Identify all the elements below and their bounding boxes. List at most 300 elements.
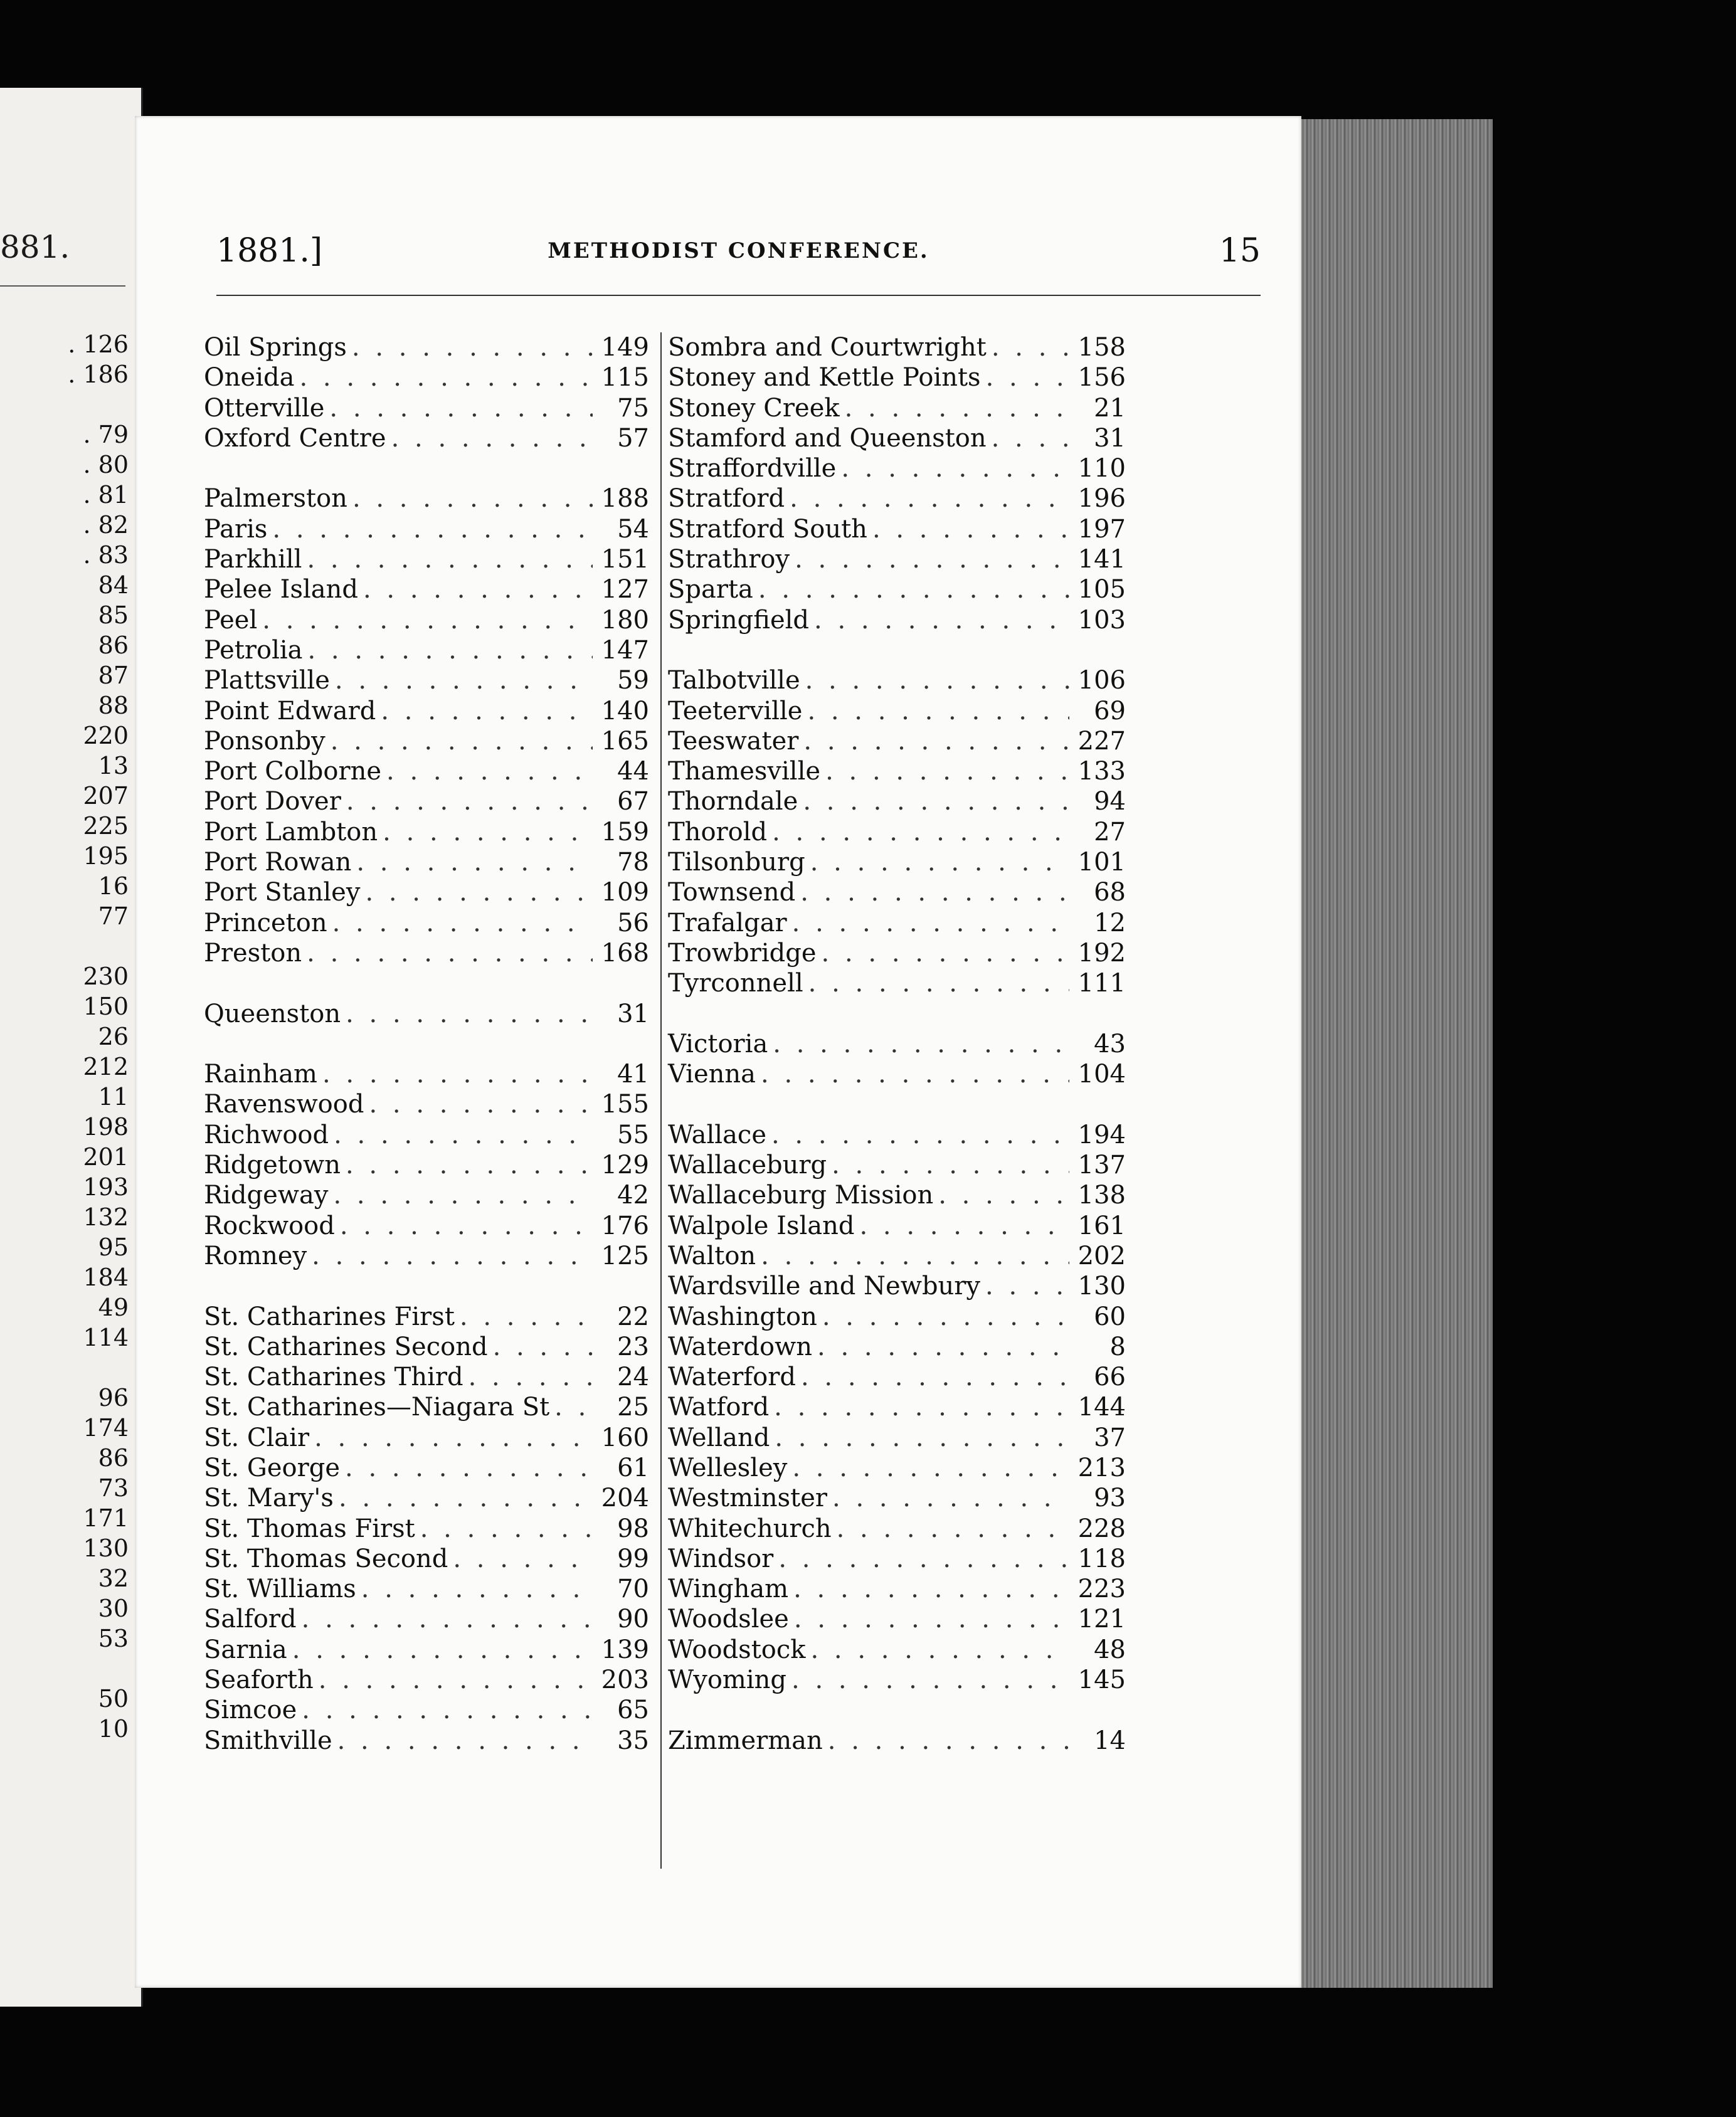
left-page-number: 84	[98, 571, 129, 599]
index-entry	[668, 1574, 1126, 1604]
dot-leader	[322, 1059, 593, 1089]
dot-leader	[312, 1241, 593, 1271]
entry-name: Wellesley	[668, 1453, 788, 1482]
entry-name: Stratford	[668, 484, 785, 514]
left-page-fragment	[0, 88, 143, 2007]
dot-leader	[262, 605, 593, 635]
dot-leader	[986, 362, 1069, 393]
left-page-number-list	[3, 329, 129, 1744]
entry-name: St. George	[204, 1453, 341, 1482]
left-page-number: 87	[98, 662, 129, 689]
left-page-number: 10	[98, 1715, 129, 1743]
dot-leader	[337, 1726, 593, 1756]
dot-leader	[800, 877, 1069, 907]
left-page-number: 11	[98, 1083, 129, 1111]
index-entry	[668, 1241, 1126, 1271]
entry-page-number: 144	[1077, 1393, 1126, 1422]
left-page-number: 193	[83, 1173, 129, 1201]
entry-name: Simcoe	[204, 1696, 297, 1725]
entry-name: Welland	[668, 1423, 770, 1452]
entry-name: Port Stanley	[204, 878, 361, 907]
dot-leader	[872, 514, 1069, 544]
entry-page-number: 99	[617, 1544, 649, 1573]
entry-page-number: 31	[1094, 423, 1126, 453]
left-page-number: 85	[98, 601, 129, 629]
section-gap	[668, 1089, 1126, 1119]
index-entry	[668, 1180, 1126, 1210]
entry-page-number: 60	[1094, 1302, 1126, 1331]
entry-page-number: 160	[601, 1423, 649, 1452]
left-page-number: 130	[83, 1534, 129, 1562]
dot-leader	[938, 1180, 1069, 1210]
running-header	[216, 232, 1261, 276]
dot-leader	[828, 1726, 1069, 1756]
index-entry	[204, 1423, 649, 1453]
left-page-number: 174	[83, 1414, 129, 1442]
dot-leader	[361, 1574, 593, 1604]
left-page-number: 195	[83, 842, 129, 870]
dot-leader	[792, 908, 1069, 938]
entry-page-number: 197	[1077, 514, 1126, 544]
entry-page-number: 90	[617, 1605, 649, 1634]
left-page-number: 150	[83, 993, 129, 1020]
entry-page-number: 94	[1094, 787, 1126, 816]
dot-leader	[859, 1211, 1069, 1241]
entry-page-number: 42	[617, 1181, 649, 1210]
index-entry	[668, 1302, 1126, 1332]
entry-page-number: 41	[617, 1060, 649, 1089]
entry-page-number: 125	[601, 1241, 649, 1270]
entry-name: Seaforth	[204, 1666, 314, 1695]
entry-page-number: 23	[617, 1332, 649, 1361]
dot-leader	[761, 1059, 1069, 1089]
dot-leader	[771, 1120, 1069, 1150]
dot-leader	[302, 1695, 593, 1725]
entry-page-number: 147	[601, 635, 649, 665]
section-gap	[204, 968, 649, 998]
dot-leader	[775, 1423, 1069, 1453]
entry-page-number: 44	[617, 757, 649, 786]
dot-leader	[381, 696, 593, 726]
entry-page-number: 56	[617, 908, 649, 937]
dot-leader	[345, 1453, 593, 1483]
entry-page-number: 188	[601, 484, 649, 514]
entry-page-number: 213	[1077, 1453, 1126, 1482]
left-page-rule	[0, 285, 125, 287]
dot-leader	[340, 1211, 593, 1241]
index-entry	[204, 877, 649, 907]
entry-page-number: 204	[601, 1484, 649, 1513]
entry-name: Trowbridge	[668, 938, 817, 968]
entry-name: Oneida	[204, 363, 295, 393]
index-column-right	[668, 332, 1126, 1756]
entry-name: Westminster	[668, 1484, 828, 1513]
entry-page-number: 31	[617, 999, 649, 1028]
dot-leader	[332, 908, 593, 938]
left-page-number: 30	[98, 1595, 129, 1622]
index-entry	[668, 817, 1126, 847]
entry-name: Ridgetown	[204, 1151, 341, 1180]
index-entry	[668, 574, 1126, 604]
entry-page-number: 161	[1077, 1211, 1126, 1240]
left-page-number: 201	[83, 1143, 129, 1171]
entry-name: St. Mary's	[204, 1484, 334, 1513]
dot-leader	[822, 938, 1069, 968]
dot-leader	[299, 362, 593, 393]
dot-leader	[346, 999, 593, 1029]
dot-leader	[453, 1544, 593, 1574]
left-page-number: . 82	[83, 511, 129, 539]
index-entry	[204, 332, 649, 362]
entry-page-number: 37	[1094, 1423, 1126, 1452]
index-entry	[668, 1120, 1126, 1150]
index-entry	[668, 393, 1126, 423]
index-entry	[668, 1362, 1126, 1392]
entry-name: Wyoming	[668, 1666, 787, 1695]
index-entry	[668, 1211, 1126, 1241]
entry-page-number: 130	[1077, 1272, 1126, 1301]
entry-name: Washington	[668, 1302, 817, 1331]
entry-name: Townsend	[668, 878, 796, 907]
index-entry	[668, 696, 1126, 726]
dot-leader	[307, 544, 593, 574]
index-entry	[204, 1180, 649, 1210]
entry-name: Stoney and Kettle Points	[668, 363, 981, 393]
entry-page-number: 48	[1094, 1635, 1126, 1664]
index-entry	[204, 1392, 649, 1422]
left-page-number: 86	[98, 1444, 129, 1472]
entry-page-number: 27	[1094, 817, 1126, 847]
index-entry	[668, 483, 1126, 514]
entry-name: Otterville	[204, 393, 325, 423]
entry-name: St. Catharines First	[204, 1302, 455, 1331]
dot-leader	[832, 1150, 1069, 1180]
index-entry	[204, 756, 649, 786]
entry-name: Whitechurch	[668, 1514, 832, 1543]
entry-name: Port Rowan	[204, 848, 352, 877]
left-page-number: 16	[98, 872, 129, 900]
index-entry	[204, 938, 649, 968]
dot-leader	[272, 514, 593, 544]
entry-page-number: 138	[1077, 1181, 1126, 1210]
index-entry	[204, 514, 649, 544]
entry-name: Smithville	[204, 1726, 332, 1755]
column-divider	[660, 332, 662, 1869]
left-page-number: 50	[98, 1685, 129, 1713]
entry-name: Trafalgar	[668, 908, 787, 937]
index-entry	[668, 1604, 1126, 1634]
left-page-number	[3, 1654, 129, 1684]
entry-page-number: 101	[1077, 848, 1126, 877]
dot-leader	[773, 1029, 1069, 1059]
dot-leader	[346, 786, 593, 816]
index-entry	[668, 1423, 1126, 1453]
dot-leader	[793, 1574, 1069, 1604]
entry-name: Straffordville	[668, 454, 837, 483]
index-entry	[204, 1635, 649, 1665]
index-entry	[668, 726, 1126, 756]
entry-page-number: 140	[601, 696, 649, 726]
entry-name: Parkhill	[204, 545, 302, 574]
dot-leader	[329, 393, 593, 423]
dot-leader	[554, 1392, 593, 1422]
entry-name: Sombra and Courtwright	[668, 333, 987, 362]
entry-page-number: 159	[601, 817, 649, 847]
left-page-number: 88	[98, 692, 129, 719]
entry-page-number: 121	[1077, 1605, 1126, 1634]
index-entry	[668, 1271, 1126, 1301]
entry-name: Tyrconnell	[668, 969, 803, 998]
entry-page-number: 165	[601, 726, 649, 756]
entry-name: Thorndale	[668, 787, 798, 816]
entry-name: Stratford South	[668, 514, 867, 544]
entry-page-number: 115	[601, 363, 649, 393]
left-page-number: . 80	[83, 451, 129, 478]
entry-page-number: 75	[617, 393, 649, 423]
index-entry	[204, 574, 649, 604]
index-entry	[204, 362, 649, 393]
entry-page-number: 145	[1077, 1666, 1126, 1695]
index-entry	[204, 847, 649, 877]
entry-name: Richwood	[204, 1120, 329, 1149]
entry-name: Peel	[204, 605, 258, 635]
dot-leader	[825, 756, 1069, 786]
entry-name: Ridgeway	[204, 1181, 329, 1210]
dot-leader	[810, 847, 1069, 877]
entry-name: Waterford	[668, 1363, 796, 1392]
dot-leader	[369, 1089, 593, 1119]
entry-name: Plattsville	[204, 666, 330, 695]
dot-leader	[331, 726, 593, 756]
index-entry	[668, 908, 1126, 938]
dot-leader	[314, 1423, 593, 1453]
index-entry	[204, 1211, 649, 1241]
header-year: 1881.]	[216, 232, 323, 270]
entry-page-number: 156	[1077, 363, 1126, 393]
dot-leader	[790, 483, 1069, 514]
entry-name: Sarnia	[204, 1635, 287, 1664]
entry-page-number: 106	[1077, 666, 1126, 695]
dot-leader	[832, 1483, 1069, 1513]
dot-leader	[352, 483, 593, 514]
dot-leader	[841, 453, 1069, 483]
dot-leader	[795, 544, 1069, 574]
index-entry	[204, 1241, 649, 1271]
page-number: 15	[1219, 232, 1261, 270]
index-entry	[668, 544, 1126, 574]
left-page-number: 53	[98, 1625, 129, 1652]
index-entry	[204, 1089, 649, 1119]
index-entry	[668, 1332, 1126, 1362]
entry-page-number: 168	[601, 938, 649, 968]
entry-name: Windsor	[668, 1544, 774, 1573]
entry-page-number: 68	[1094, 878, 1126, 907]
index-entry	[204, 1059, 649, 1089]
dot-leader	[460, 1302, 593, 1332]
entry-name: Talbotville	[668, 666, 800, 695]
entry-page-number: 155	[601, 1090, 649, 1119]
dot-leader	[292, 1635, 593, 1665]
left-page-number: 95	[98, 1233, 129, 1261]
header-rule	[216, 295, 1261, 296]
section-gap	[668, 635, 1126, 665]
entry-page-number: 192	[1077, 938, 1126, 968]
dot-leader	[334, 1120, 593, 1150]
left-page-number: 49	[98, 1294, 129, 1321]
dot-leader	[307, 938, 593, 968]
dot-leader	[346, 1150, 593, 1180]
dot-leader	[985, 1271, 1069, 1301]
entry-name: Wallaceburg	[668, 1151, 827, 1180]
dot-leader	[805, 665, 1069, 695]
dot-leader	[761, 1241, 1069, 1271]
entry-page-number: 35	[617, 1726, 649, 1755]
left-page-number: 171	[83, 1504, 129, 1532]
entry-page-number: 111	[1077, 969, 1126, 998]
entry-name: St. Catharines Second	[204, 1332, 488, 1361]
entry-name: Springfield	[668, 605, 810, 635]
left-page-number: 212	[83, 1053, 129, 1080]
entry-page-number: 61	[617, 1453, 649, 1482]
index-entry	[204, 605, 649, 635]
dot-leader	[308, 635, 593, 665]
index-entry	[204, 483, 649, 514]
dot-leader	[808, 968, 1069, 998]
entry-name: St. Catharines—Niagara St	[204, 1393, 550, 1422]
index-entry	[668, 1453, 1126, 1483]
index-entry	[204, 393, 649, 423]
index-entry	[668, 1514, 1126, 1544]
entry-page-number: 57	[617, 423, 649, 453]
entry-name: Paris	[204, 514, 268, 544]
index-entry	[204, 1120, 649, 1150]
left-page-number: 77	[98, 902, 129, 930]
entry-page-number: 54	[617, 514, 649, 544]
entry-page-number: 67	[617, 787, 649, 816]
left-page-number	[3, 389, 129, 420]
entry-name: Wallace	[668, 1120, 766, 1149]
index-entry	[204, 726, 649, 756]
index-entry	[668, 1483, 1126, 1513]
entry-page-number: 105	[1077, 575, 1126, 604]
index-entry	[204, 1544, 649, 1574]
entry-name: Port Dover	[204, 787, 341, 816]
index-entry	[668, 938, 1126, 968]
left-page-number: 132	[83, 1203, 129, 1231]
index-entry	[668, 1635, 1126, 1665]
entry-page-number: 65	[617, 1696, 649, 1725]
index-entry	[668, 786, 1126, 816]
index-entry	[668, 847, 1126, 877]
index-entry	[204, 817, 649, 847]
index-entry	[204, 908, 649, 938]
entry-name: Tilsonburg	[668, 848, 805, 877]
entry-name: Wingham	[668, 1575, 789, 1604]
entry-name: Vienna	[668, 1060, 756, 1089]
entry-name: Watford	[668, 1393, 770, 1422]
index-entry	[668, 1544, 1126, 1574]
entry-page-number: 98	[617, 1514, 649, 1543]
index-entry	[204, 1332, 649, 1362]
dot-leader	[758, 574, 1069, 604]
index-entry	[204, 1695, 649, 1725]
entry-name: Oxford Centre	[204, 423, 386, 453]
left-page-number	[3, 1353, 129, 1383]
entry-name: Oil Springs	[204, 333, 347, 362]
index-entry	[204, 1514, 649, 1544]
entry-name: St. Thomas Second	[204, 1544, 448, 1573]
entry-page-number: 104	[1077, 1060, 1126, 1089]
entry-page-number: 24	[617, 1363, 649, 1392]
entry-name: Point Edward	[204, 696, 376, 726]
entry-name: Preston	[204, 938, 302, 968]
entry-page-number: 133	[1077, 757, 1126, 786]
header-title: METHODIST CONFERENCE.	[548, 238, 929, 263]
index-entry	[204, 1302, 649, 1332]
entry-name: Pelee Island	[204, 575, 358, 604]
index-entry	[668, 605, 1126, 635]
entry-page-number: 227	[1077, 726, 1126, 756]
entry-name: St. Clair	[204, 1423, 310, 1452]
entry-page-number: 118	[1077, 1544, 1126, 1573]
entry-name: Rainham	[204, 1060, 317, 1089]
entry-page-number: 141	[1077, 545, 1126, 574]
entry-page-number: 93	[1094, 1484, 1126, 1513]
book-page	[135, 116, 1301, 1988]
index-entry	[668, 453, 1126, 483]
entry-name: Palmerston	[204, 484, 347, 514]
index-entry	[668, 362, 1126, 393]
left-page-number	[3, 931, 129, 961]
entry-name: Zimmerman	[668, 1726, 823, 1755]
index-entry	[204, 1604, 649, 1634]
index-entry	[668, 1150, 1126, 1180]
entry-name: Waterdown	[668, 1332, 813, 1361]
left-page-number: . 126	[68, 330, 129, 358]
entry-page-number: 103	[1077, 605, 1126, 635]
entry-name: Strathroy	[668, 545, 790, 574]
dot-leader	[772, 817, 1069, 847]
dot-leader	[339, 1483, 593, 1513]
index-entry	[204, 1574, 649, 1604]
entry-page-number: 137	[1077, 1151, 1126, 1180]
entry-name: Wardsville and Newbury	[668, 1272, 981, 1301]
dot-leader	[386, 756, 593, 786]
entry-page-number: 194	[1077, 1120, 1126, 1149]
left-page-number: 26	[98, 1023, 129, 1050]
dot-leader	[319, 1665, 593, 1695]
entry-name: Romney	[204, 1241, 307, 1270]
left-page-number: 230	[83, 963, 129, 990]
dot-leader	[792, 1453, 1069, 1483]
left-page-number: 86	[98, 631, 129, 659]
dot-leader	[817, 1332, 1069, 1362]
dot-leader	[333, 1180, 593, 1210]
entry-name: Teeterville	[668, 696, 803, 726]
index-entry	[204, 999, 649, 1029]
dot-leader	[814, 605, 1069, 635]
entry-page-number: 22	[617, 1302, 649, 1331]
dot-leader	[992, 332, 1069, 362]
left-page-number: . 79	[83, 421, 129, 448]
entry-name: Stamford and Queenston	[668, 423, 987, 453]
book-page-edges	[1292, 119, 1493, 1988]
dot-leader	[992, 423, 1069, 453]
left-page-number: . 83	[83, 541, 129, 569]
entry-name: Ravenswood	[204, 1090, 364, 1119]
entry-name: St. Williams	[204, 1575, 356, 1604]
entry-name: St. Thomas First	[204, 1514, 415, 1543]
